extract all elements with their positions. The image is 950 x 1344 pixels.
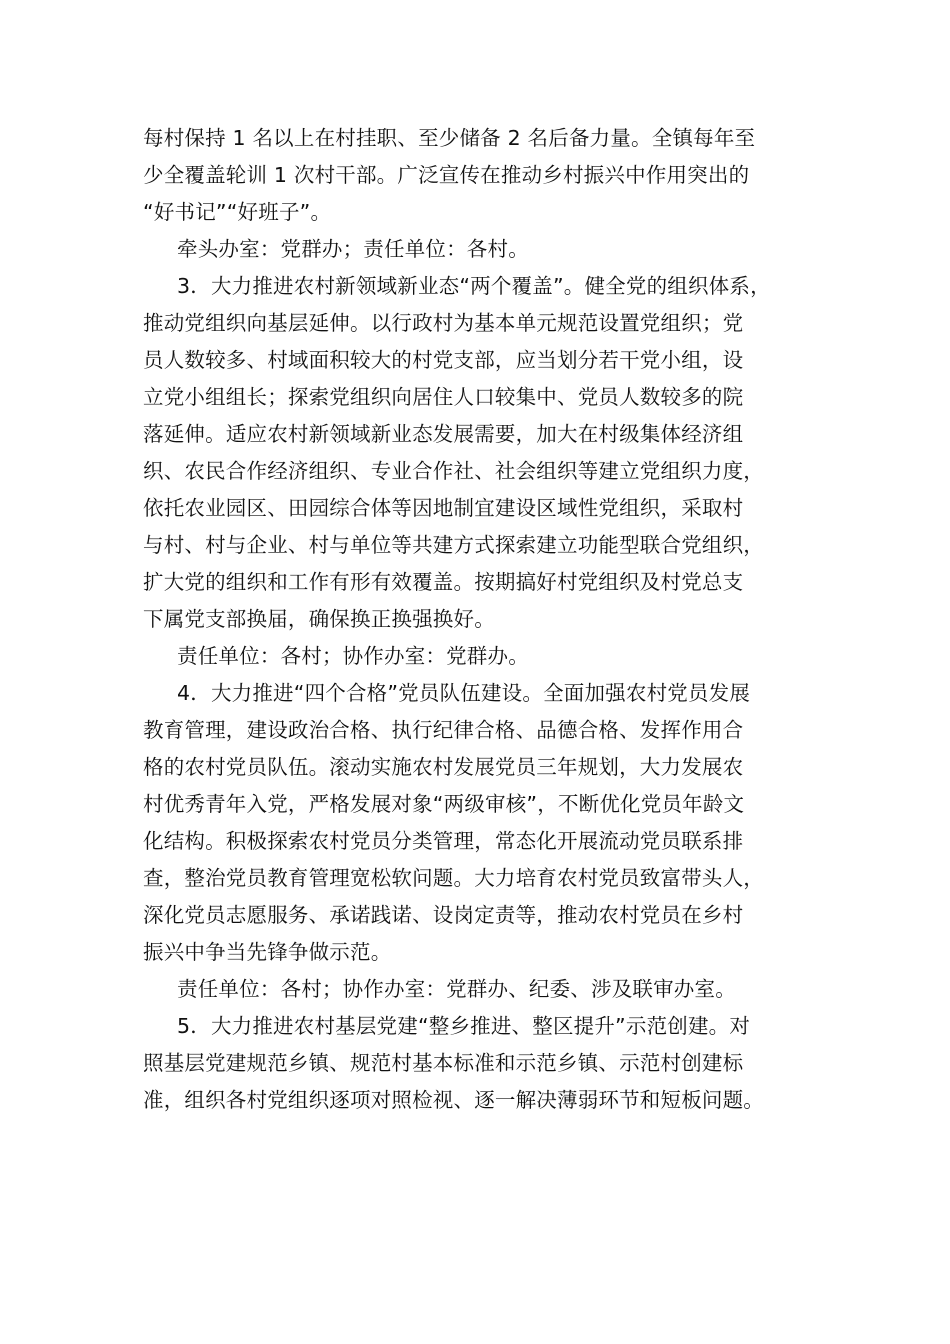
text-line: 查，整治党员教育管理宽松软问题。大力培育农村党员致富带头人， <box>143 866 764 890</box>
responsibility-line: 牵头办室：党群办；责任单位：各村。 <box>177 237 529 261</box>
text-line: 推动党组织向基层延伸。以行政村为基本单元规范设置党组织；党 <box>143 311 744 335</box>
section-heading-line: 4．大力推进“四个合格”党员队伍建设。全面加强农村党员发展 <box>177 681 751 705</box>
text-line: “好书记”“好班子”。 <box>143 200 332 224</box>
text-line: 准，组织各村党组织逐项对照检视、逐一解决薄弱环节和短板问题。 <box>143 1088 764 1112</box>
text-line: 扩大党的组织和工作有形有效覆盖。按期搞好村党组织及村党总支 <box>143 570 744 594</box>
text-line: 与村、村与企业、村与单位等共建方式探索建立功能型联合党组织， <box>143 533 764 557</box>
text-line: 格的农村党员队伍。滚动实施农村发展党员三年规划，大力发展农 <box>143 755 744 779</box>
text-line: 员人数较多、村域面积较大的村党支部，应当划分若干党小组，设 <box>143 348 744 372</box>
text-line: 落延伸。适应农村新领域新业态发展需要，加大在村级集体经济组 <box>143 422 744 446</box>
text-line: 织、农民合作经济组织、专业合作社、社会组织等建立党组织力度， <box>143 459 764 483</box>
responsibility-line: 责任单位：各村；协作办室：党群办、纪委、涉及联审办室。 <box>177 977 736 1001</box>
text-line: 立党小组组长；探索党组织向居住人口较集中、党员人数较多的院 <box>143 385 744 409</box>
text-line: 依托农业园区、田园综合体等因地制宜建设区域性党组织，采取村 <box>143 496 744 520</box>
section-heading-line: 3．大力推进农村新领域新业态“两个覆盖”。健全党的组织体系， <box>177 274 771 298</box>
text-line: 下属党支部换届，确保换正换强换好。 <box>143 607 495 631</box>
text-line: 深化党员志愿服务、承诺践诺、设岗定责等，推动农村党员在乡村 <box>143 903 744 927</box>
responsibility-line: 责任单位：各村；协作办室：党群办。 <box>177 644 529 668</box>
text-line: 少全覆盖轮训 1 次村干部。广泛宣传在推动乡村振兴中作用突出的 <box>143 163 750 187</box>
text-line: 振兴中争当先锋争做示范。 <box>143 940 392 964</box>
document-body <box>143 120 827 1119</box>
text-line: 每村保持 1 名以上在村挂职、至少储备 2 名后备力量。全镇每年至 <box>143 126 756 150</box>
text-line: 照基层党建规范乡镇、规范村基本标准和示范乡镇、示范村创建标 <box>143 1051 744 1075</box>
text-line: 教育管理，建设政治合格、执行纪律合格、品德合格、发挥作用合 <box>143 718 744 742</box>
text-line: 村优秀青年入党，严格发展对象“两级审核”，不断优化党员年龄文 <box>143 792 745 816</box>
section-heading-line: 5．大力推进农村基层党建“整乡推进、整区提升”示范创建。对 <box>177 1014 751 1038</box>
text-line: 化结构。积极探索农村党员分类管理，常态化开展流动党员联系排 <box>143 829 744 853</box>
